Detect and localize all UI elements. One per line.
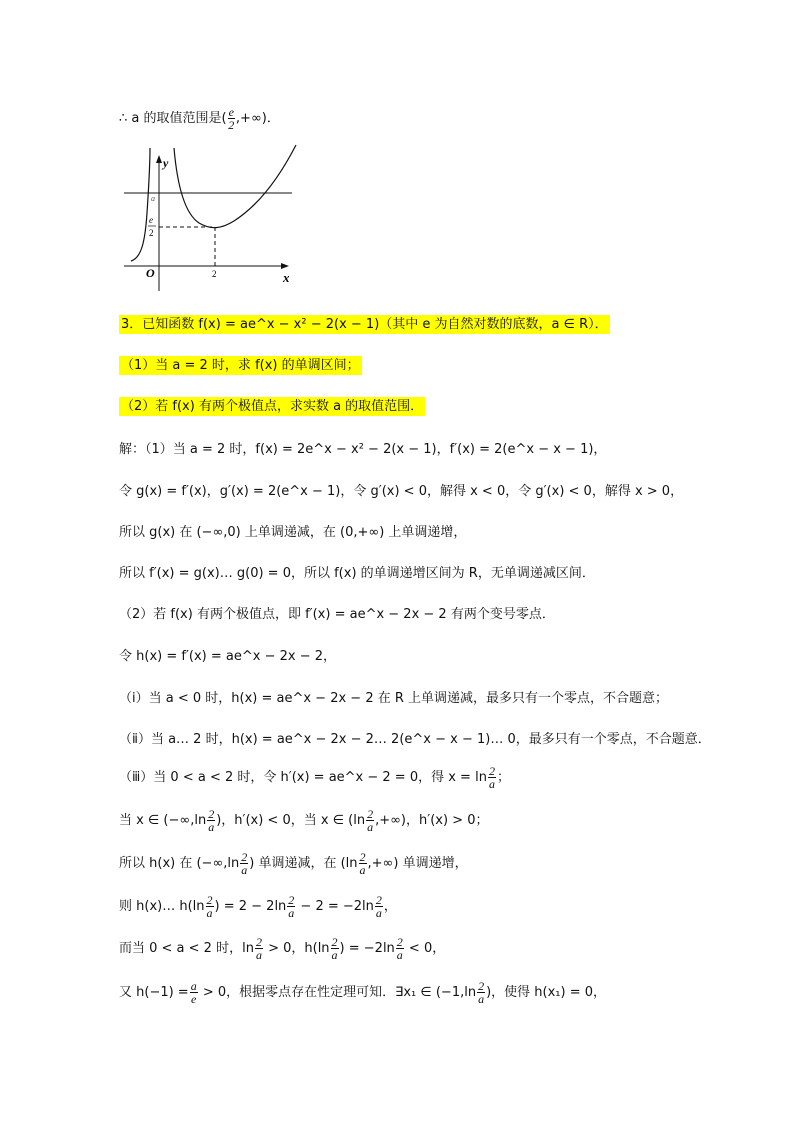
solution-line-9: （ⅲ）当 0 < a < 2 时，令 h′(x) = ae^x − 2 = 0，得 x = ln $\frac{2}{a}$ ； <box>119 764 510 791</box>
two-label: 2 <box>149 228 154 238</box>
problem-title: 3．已知函数 f(x) = ae^x − x² − 2(x − 1)（其中 e 为自然对数的底数，a ∈ R）． <box>121 317 608 332</box>
solution-line-11: 所以 h(x) 在 (−∞,ln $\frac{2}{a}$ ) 单调递减，在 (ln $\frac{2}{a}$ ,+∞) 单调递增， <box>119 850 468 877</box>
fraction-2-over-a: $\frac{2}{a}$ <box>241 850 248 877</box>
function-graph <box>119 143 299 293</box>
solution-line-7: （ⅰ）当 a < 0 时，h(x) = ae^x − 2x − 2 在 R 上单调递减，最多只有一个零点，不合题意； <box>119 691 669 706</box>
solution-line-10: 当 x ∈ (−∞,ln $\frac{2}{a}$ )，h′(x) < 0，当 x ∈ (ln $\frac{2}{a}$ ,+∞)，h′(x) > 0； <box>119 807 489 834</box>
fraction-e-over-2: $\frac{e}{2}$ <box>228 105 235 132</box>
e-label: e <box>149 215 153 225</box>
fraction-2-over-a: $\frac{2}{a}$ <box>288 893 295 920</box>
fraction-2-over-a: $\frac{2}{a}$ <box>375 893 382 920</box>
solution-line-13: 而当 0 < a < 2 时，ln $\frac{2}{a}$ > 0，h(ln $\frac{2}{a}$ ) = −2ln $\frac{2}{a}$ < 0， <box>119 935 446 962</box>
fraction-2-over-a: $\frac{2}{a}$ <box>488 764 495 791</box>
solution-line-6: 令 h(x) = f′(x) = ae^x − 2x − 2， <box>119 649 336 664</box>
fraction-2-over-a: $\frac{2}{a}$ <box>206 893 213 920</box>
fraction-2-over-a: $\frac{2}{a}$ <box>478 979 485 1006</box>
range-conclusion: ∴ a 的取值范围是( $\frac{e}{2}$ ,+∞)． <box>119 105 280 132</box>
fraction-a-over-e: $\frac{a}{e}$ <box>190 979 197 1006</box>
problem-part1: （1）当 a = 2 时，求 f(x) 的单调区间； <box>121 358 360 373</box>
curve-right-branch <box>174 145 296 228</box>
solution-line-4: 所以 f′(x) = g(x)… g(0) = 0，所以 f(x) 的单调递增区间为 R，无单调递减区间． <box>119 566 595 581</box>
fraction-2-over-a: $\frac{2}{a}$ <box>367 807 374 834</box>
solution-line-5: （2）若 f(x) 有两个极值点，即 f′(x) = ae^x − 2x − 2 有两个变号零点． <box>119 607 555 622</box>
solution-line-8: （ⅱ）当 a… 2 时，h(x) = ae^x − 2x − 2… 2(e^x − x − 1)… 0，最多只有一个零点，不合题意． <box>119 732 711 747</box>
x-axis-arrow <box>281 263 289 269</box>
x-label: x <box>283 270 290 285</box>
solution-line-2: 令 g(x) = f′(x)，g′(x) = 2(e^x − 1)，令 g′(x) < 0，解得 x < 0，令 g′(x) < 0，解得 x > 0， <box>119 484 684 499</box>
fraction-2-over-a: $\frac{2}{a}$ <box>331 935 338 962</box>
tick-2-label: 2 <box>212 269 217 279</box>
curve-left-branch <box>131 148 150 261</box>
origin-label: O <box>146 266 155 280</box>
fraction-2-over-a: $\frac{2}{a}$ <box>396 935 403 962</box>
a-label: a <box>151 194 155 203</box>
fraction-2-over-a: $\frac{2}{a}$ <box>255 935 262 962</box>
solution-line-1: 解：（1）当 a = 2 时，f(x) = 2e^x − x² − 2(x − 1)，f′(x) = 2(e^x − x − 1)， <box>119 442 607 457</box>
fraction-2-over-a: $\frac{2}{a}$ <box>359 850 366 877</box>
range-text: ∴ a 的取值范围是 <box>119 111 222 126</box>
problem-part2: （2）若 f(x) 有两个极值点，求实数 a 的取值范围． <box>121 399 424 414</box>
solution-line-12: 则 h(x)… h(ln $\frac{2}{a}$ ) = 2 − 2ln $\frac{2}{a}$ − 2 = −2ln $\frac{2}{a}$ ， <box>119 893 397 920</box>
solution-line-14: 又 h(−1) = $\frac{a}{e}$ > 0，根据零点存在性定理可知．∃x₁ ∈ (−1,ln $\frac{2}{a}$ )，使得 h(x₁) = 0， <box>119 979 606 1006</box>
solution-line-3: 所以 g(x) 在 (−∞,0) 上单调递减，在 (0,+∞) 上单调递增， <box>119 525 467 540</box>
y-label: y <box>163 156 169 170</box>
y-axis-arrow <box>156 155 162 163</box>
fraction-2-over-a: $\frac{2}{a}$ <box>208 807 215 834</box>
